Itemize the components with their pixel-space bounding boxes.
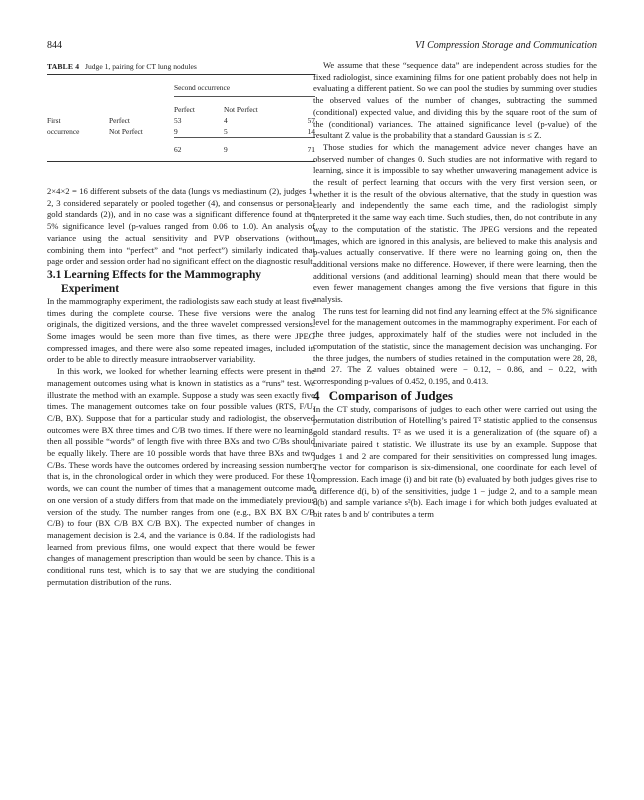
table-row bbox=[47, 115, 315, 126]
row-group-label: occurrence bbox=[47, 126, 80, 136]
section-number: 4 bbox=[313, 387, 320, 403]
section-heading-3-1 bbox=[47, 268, 315, 296]
cell-total: 71 bbox=[307, 145, 315, 154]
table-row bbox=[47, 126, 315, 138]
left-paragraph-2: In the mammography experiment, the radiologists saw each study at least five times during the complete course. These five versions were the analog originals, the digitized versions, and the three wavelet compressed versions. Some images would be seen more than five times, as there were JPEG compressed images, and there were also some repeated images, included in order to be able to directly measure intraobserver variability. bbox=[47, 295, 315, 365]
cell: 9 bbox=[224, 145, 228, 154]
table-caption-text: Judge 1, pairing for CT lung nodules bbox=[84, 62, 197, 71]
page-number: 844 bbox=[47, 40, 62, 51]
cell: 4 bbox=[224, 115, 228, 125]
right-column bbox=[313, 60, 597, 521]
section-title: Comparison of Judges bbox=[328, 387, 453, 403]
data-table bbox=[47, 75, 315, 155]
cell-total: 14 bbox=[307, 126, 315, 136]
table-label: TABLE 4 bbox=[47, 62, 80, 71]
cell: 5 bbox=[224, 126, 228, 136]
section-title-line-1: Learning Effects for the Mammography bbox=[63, 268, 262, 281]
left-paragraph-1: 2×4×2 = 16 different subsets of the data (lungs vs mediastinum (2), judges 1, 2, 3 considered separately or pooled together (4), and consensus or personal gold standards (2)), and in no case was a significant difference found at the 5% significance level (p-values ranged from 0.06 to 1.0). An analysis of variance using the actual sensitivity and PVP observations (without combining them into “perfect” and “not perfect”) similarly indicated that page order and session order had no significant effect on the diagnostic result. bbox=[47, 186, 315, 267]
row-label: Not Perfect bbox=[109, 126, 143, 136]
table-totals-row bbox=[47, 139, 315, 155]
table-group-header: Second occurrence bbox=[174, 83, 231, 92]
section-number: 3.1 bbox=[47, 268, 62, 281]
col-header-perfect: Perfect bbox=[174, 104, 195, 114]
section-title-line-2: Experiment bbox=[61, 282, 120, 295]
col-header-not-perfect: Not Perfect bbox=[224, 104, 258, 114]
cell-total: 57 bbox=[307, 115, 315, 125]
left-column bbox=[47, 60, 315, 589]
row-label: Perfect bbox=[109, 115, 130, 125]
right-paragraph-1: We assume that these “sequence data” are independent across studies for the fixed radiologist, since examining films for one patient probably does not help in evaluating a different patient. So we can pool the studies by summing over studies the observed values of the number of changes, subtracting the summed (conditional) expected value, and dividing this by the square root of the sum of the (conditional) variances. The attained significance level (p-value) of the resultant Z value is the probability that a standard Gaussian is ≤ Z. bbox=[313, 60, 597, 141]
right-paragraph-3: The runs test for learning did not find any learning effect at the 5% significance level for the management outcomes in the mammography experiment. For each of the three judges, approximately half of the studies were not included in the computation of the statistic, since the management decision was unchanging. For the three judges, the numbers of studies retained in the computation were 28, 28, and 27. The Z values obtained were − 0.12, − 0.86, and − 0.22, with corresponding p-values of 0.452, 0.195, and 0.413. bbox=[313, 305, 597, 386]
table-caption bbox=[47, 62, 315, 71]
cell: 53 bbox=[174, 115, 182, 125]
cell: 62 bbox=[174, 145, 182, 154]
right-paragraph-4: In the CT study, comparisons of judges to each other were carried out using the permutation distribution of Hotelling’s paired T² statistic applied to the consensus gold standard results. T² as we used it is a generalization of (the square of) a univariate paired t statistic. We illustrate its use by an example. Suppose that judges 1 and 2 are compared for their sensitivities on compressed lung images. The vector for comparison is six-dimensional, one coordinate for each level of compression. Each image (i) and bit rate (b) evaluated by both judges gives rise to a difference d(i, b) of the sensitivities, judge 1 − judge 2, and to a sample mean d̄(b) and sample variance s²(b). Each image i for which both judges evaluated at bit rates b and b′ contributes a term bbox=[313, 403, 597, 520]
row-group-label: First bbox=[47, 115, 61, 125]
running-title: VI Compression Storage and Communication bbox=[415, 40, 597, 51]
cell: 9 bbox=[174, 126, 178, 136]
right-paragraph-2: Those studies for which the management advice never changes have an observed number of changes 0. Such studies are not informative with regard to learning, since it is impossible to say whether unwavering management advice is the result of perfect learning that occurs with the very first version seen, or whether it is the result of the obvious alternative, that the study in question was clearly and independently the same each time, and the radiologist simply interpreted it the same way each time. Such studies, then, do not contribute in any way to the computation of the statistic. The JPEG versions and the repeated images, which are ignored in this analysis, are believed to make this analysis and p-values actually conservative. If there were no learning going on, then the additional versions make no difference. However, if there were learning, then the additional versions (and additional learning) should mean that there would be even fewer management changes among the five versions that figure in this analysis. bbox=[313, 141, 597, 305]
section-heading-4 bbox=[313, 388, 597, 404]
left-paragraph-3: In this work, we looked for whether learning effects were present in the management outcomes using what is known in statistics as a “runs” test. We illustrate the method with an example. Suppose a study was seen exactly five times. The management outcomes take on four possible values (RTS, F/U, C/B, BX). Suppose that for a particular study and radiologist, the observed outcomes were BX three times and C/B two times. If there were no learning, then all possible “words” of length five with three BXs and two C/Bs should be equally likely. There are 10 possible words that have three BXs and two C/Bs. These words have the outcomes ordered by increasing session number; that is, in the chronological order in which they were produced. For these 10 words, we can count the number of times that a management outcome made on one version of a study differs from that made on the immediately previous version of the study. The number ranges from one (e.g., BX BX BX C/B C/B) to four (BX C/B BX C/B BX). The expected number of changes in management decision is 2.4, and the variance is 0.84. If the radiologists had learned from previous films, one would expect that there would be fewer changes of management prescription than would be seen by chance. This is a conditional runs test, which is to say that we are studying the conditional permutation distribution of the runs. bbox=[47, 366, 315, 587]
table-bottom-rule bbox=[47, 161, 315, 162]
